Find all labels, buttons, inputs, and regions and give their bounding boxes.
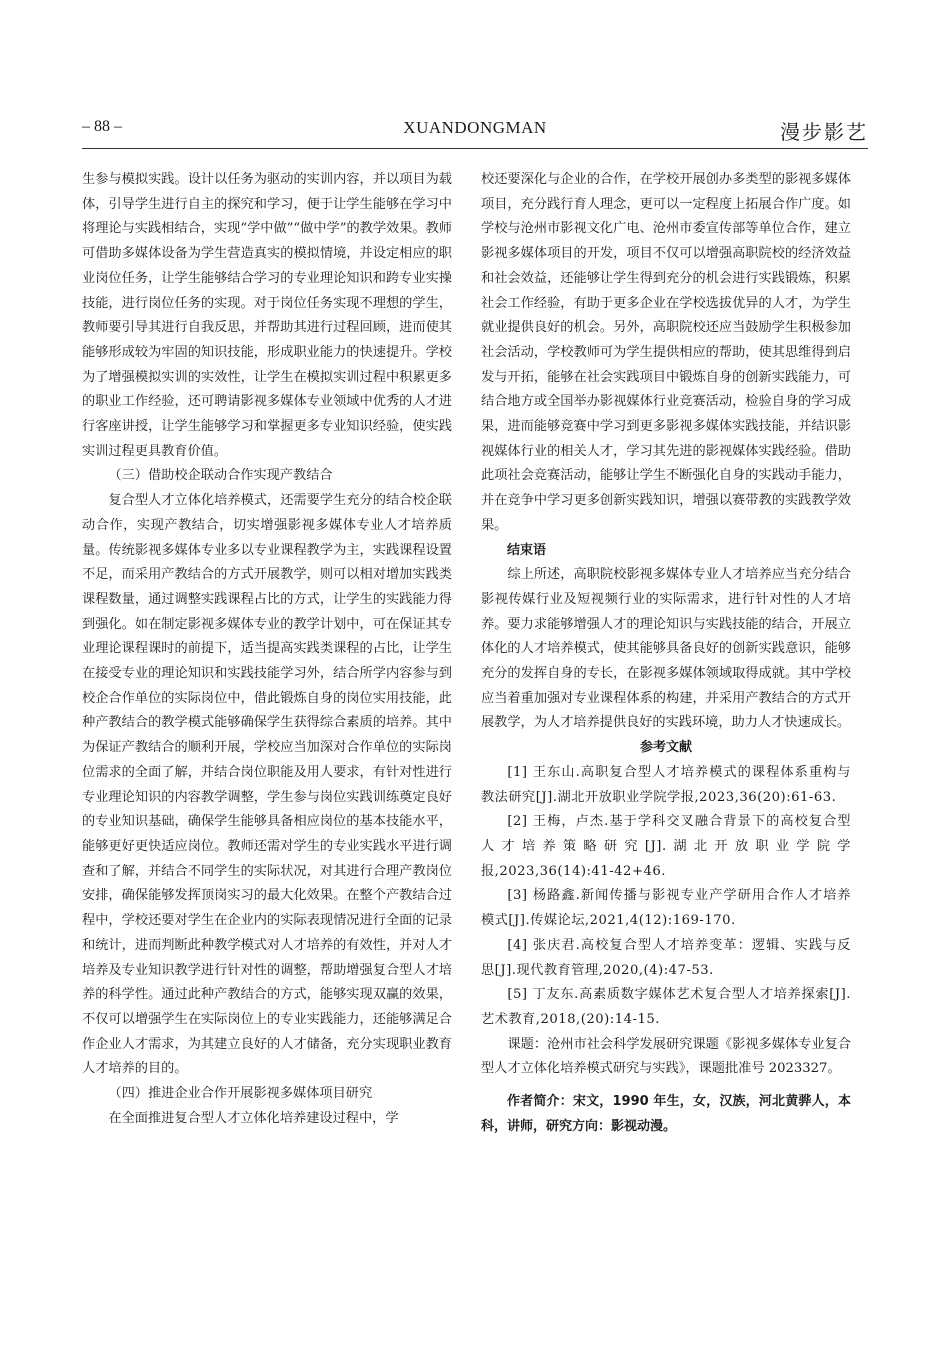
body-paragraph: 复合型人才立体化培养模式，还需要学生充分的结合校企联动合作，实现产教结合，切实增强影视多媒体专业人才培养质量。传统影视多媒体专业多以专业课程教学为主，实践课程设置不足，而采用产教结合的方式开展教学，则可以相对增加实践类课程数量，通过调整实践课程占比的方式，让学生的实践能力得到强化。如在制定影视多媒体专业的教学计划中，可在保证其专业理论课程课时的前提下，适当提高实践类课程的占比，让学生在接受专业的理论知识和实践技能学习外，结合所学内容参与到校企合作单位的实际岗位中，借此锻炼自身的岗位实用技能，此种产教结合的教学模式能够确保学生获得综合素质的培养。其中为保证产教结合的顺利开展，学校应当加深对合作单位的实际岗位需求的全面了解，并结合岗位职能及用人要求，有针对性进行专业理论知识的内容教学调整，学生参与岗位实践训练奠定良好的专业知识基础，确保学生能够具备相应岗位的基本技能水平，能够更好更快适应岗位。教师还需对学生的专业实践水平进行调查和了解，并结合不同学生的实际状况，对其进行合理产教岗位安排，确保能够发挥顶岗实习的最大化效果。在整个产教结合过程中，学校还要对学生在企业内的实际表现情况进行全面的记录和统计，进而判断此种教学模式对人才培养的有效性，并对人才培养及专业知识教学进行针对性的调整，帮助增强复合型人才培养的科学性。通过此种产教结合的方式，能够实现双赢的效果，不仅可以增强学生在实际岗位上的专业实践能力，还能够满足合作企业人才需求，为其建立良好的人才储备，充分实现职业教育人才培养的目的。 bbox=[82, 493, 452, 1077]
reference-item: [5] 丁友东.高素质数字媒体艺术复合型人才培养探索[J].艺术教育,2018,(20):14-15. bbox=[481, 987, 851, 1027]
body-paragraph: 生参与模拟实践。设计以任务为驱动的实训内容，并以项目为载体，引导学生进行自主的探究和学习，便于让学生能够在学习中将理论与实践相结合，实现“学中做”“做中学”的教学效果。教师可借助多媒体设备为学生营造真实的模拟情境，并设定相应的职业岗位任务，让学生能够结合学习的专业理论知识和跨专业实操技能，进行岗位任务的实现。对于岗位任务实现不理想的学生，教师要引导其进行自我反思，并帮助其进行过程回顾，进而使其能够形成较为牢固的知识技能，形成职业能力的快速提升。学校为了增强模拟实训的实效性，让学生在模拟实训过程中积累更多的职业工作经验，还可聘请影视多媒体专业领域中优秀的人才进行客座讲授，让学生能够学习和掌握更多专业知识经验，使实践实训过程更具教育价值。 bbox=[82, 172, 452, 459]
page-number: – 88 – bbox=[82, 118, 122, 135]
reference-item: [3] 杨路鑫.新闻传播与影视专业产学研用合作人才培养模式[J].传媒论坛,2021,4(12):169-170. bbox=[481, 888, 851, 929]
reference-item: [1] 王东山.高职复合型人才培养模式的课程体系重构与教法研究[J].湖北开放职业学院学报,2023,36(20):61-63. bbox=[481, 764, 851, 805]
project-note: 课题：沧州市社会科学发展研究课题《影视多媒体专业复合型人才立体化培养模式研究与实践》，课题批准号 2023327。 bbox=[481, 1036, 851, 1077]
body-paragraph: 在全面推进复合型人才立体化培养建设过程中，学 bbox=[108, 1110, 399, 1126]
section-heading: （四）推进企业合作开展影视多媒体项目研究 bbox=[108, 1086, 373, 1102]
left-column bbox=[82, 168, 452, 1131]
author-bio: 作者简介：宋文，1990 年生，女，汉族，河北黄骅人，本科，讲师，研究方向：影视动漫。 bbox=[481, 1094, 851, 1134]
body-paragraph: 校还要深化与企业的合作，在学校开展创办多类型的影视多媒体项目，充分践行育人理念，更可以一定程度上拓展合作广度。如学校与沧州市影视文化广电、沧州市委宣传部等单位合作，建立影视多媒体项目的开发，项目不仅可以增强高职院校的经济效益和社会效益，还能够让学生得到充分的机会进行实践锻炼，积累社会工作经验，有助于更多企业在学校选拔优异的人才，为学生就业提供良好的机会。另外，高职院校还应当鼓励学生积极参加社会活动，学校教师可为学生提供相应的帮助，使其思维得到启发与开拓，能够在社会实践项目中锻炼自身的创新实践能力，可结合地方或全国举办影视媒体行业竞赛活动，检验自身的学习成果，进而能够竞赛中学习到更多影视多媒体实践技能，并结识影视媒体行业的相关人才，学习其先进的影视媒体实践经验。借助此项社会竞赛活动，能够让学生不断强化自身的实践动手能力，并在竞争中学习更多创新实践知识，增强以赛带教的实践教学效果。 bbox=[481, 172, 851, 533]
header-rule bbox=[82, 148, 868, 149]
right-column bbox=[481, 168, 851, 1139]
references-heading: 参考文献 bbox=[639, 740, 692, 756]
reference-item: [4] 张庆君.高校复合型人才培养变革：逻辑、实践与反思[J].现代教育管理,2020,(4):47-53. bbox=[481, 937, 851, 978]
page-header bbox=[82, 116, 868, 150]
section-heading: （三）借助校企联动合作实现产教结合 bbox=[108, 468, 333, 484]
journal-name-cn: 漫步影艺 bbox=[780, 120, 868, 144]
journal-name-en: XUANDONGMAN bbox=[403, 118, 547, 137]
conclusion-heading: 结束语 bbox=[507, 542, 547, 558]
reference-item: [2] 王梅，卢杰.基于学科交叉融合背景下的高校复合型人才培养策略研究[J].湖北开放职业学院学报,2023,36(14):41-42+46. bbox=[481, 814, 851, 879]
conclusion-paragraph: 综上所述，高职院校影视多媒体专业人才培养应当充分结合影视传媒行业及短视频行业的实际需求，进行针对性的人才培养。要力求能够增强人才的理论知识与实践技能的结合，开展立体化的人才培养模式，使其能够具备良好的创新实践意识，能够充分的发挥自身的专长，在影视多媒体领域取得成就。其中学校应当着重加强对专业课程体系的构建，并采用产教结合的方式开展教学，为人才培养提供良好的实践环境，助力人才快速成长。 bbox=[481, 567, 851, 731]
